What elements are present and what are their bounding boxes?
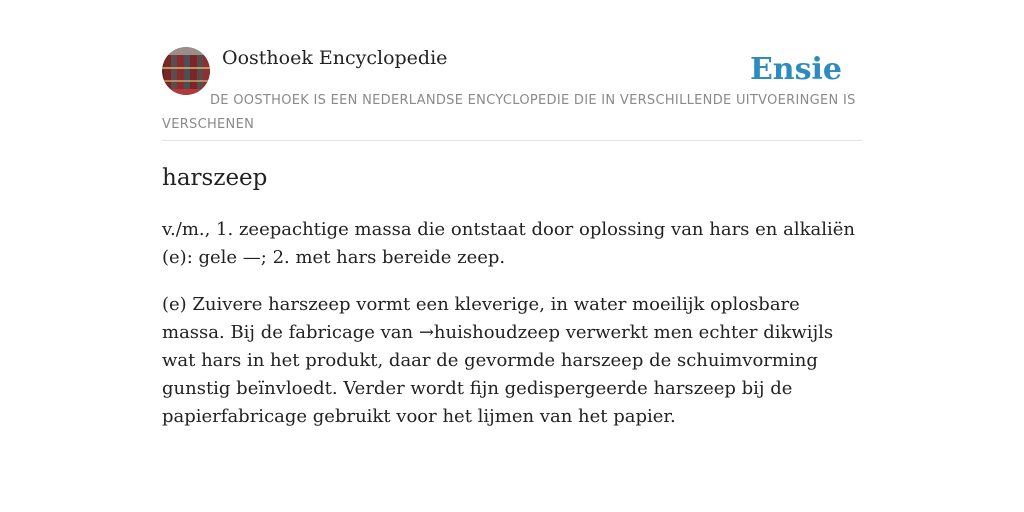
entry-definition: v./m., 1. zeepachtige massa die ontstaat door oplossing van hars en alkaliën (e): gele —; 2. met hars bereide zeep. bbox=[162, 219, 855, 268]
site-title[interactable]: Oosthoek Encyclopedie bbox=[222, 47, 448, 69]
explanation-text-start: (e) Zuivere harszeep vormt een kleverige, in water moeilijk oplosbare massa. Bij de fabricage van bbox=[162, 294, 800, 343]
cross-reference-link[interactable]: →huishoudzeep bbox=[418, 322, 560, 343]
explanation-text-end: verwerkt men echter dikwijls wat hars in het produkt, daar de gevormde harszeep de schuimvorming gunstig beïnvloedt. Verder wordt fijn gedispergeerde harszeep bij de papierfabricage gebruikt voor het lijmen van het papier. bbox=[162, 322, 834, 427]
site-tagline: DE OOSTHOEK IS EEN NEDERLANDSE ENCYCLOPEDIE DIE IN VERSCHILLENDE UITVOERINGEN IS VERSCHENEN bbox=[162, 93, 856, 132]
encyclopedia-books-avatar-icon[interactable] bbox=[162, 47, 210, 95]
site-header bbox=[162, 46, 862, 141]
entry-explanation bbox=[162, 291, 862, 431]
brand-logo-link[interactable]: Ensie bbox=[749, 52, 842, 87]
entry-headword: harszeep bbox=[162, 165, 268, 191]
